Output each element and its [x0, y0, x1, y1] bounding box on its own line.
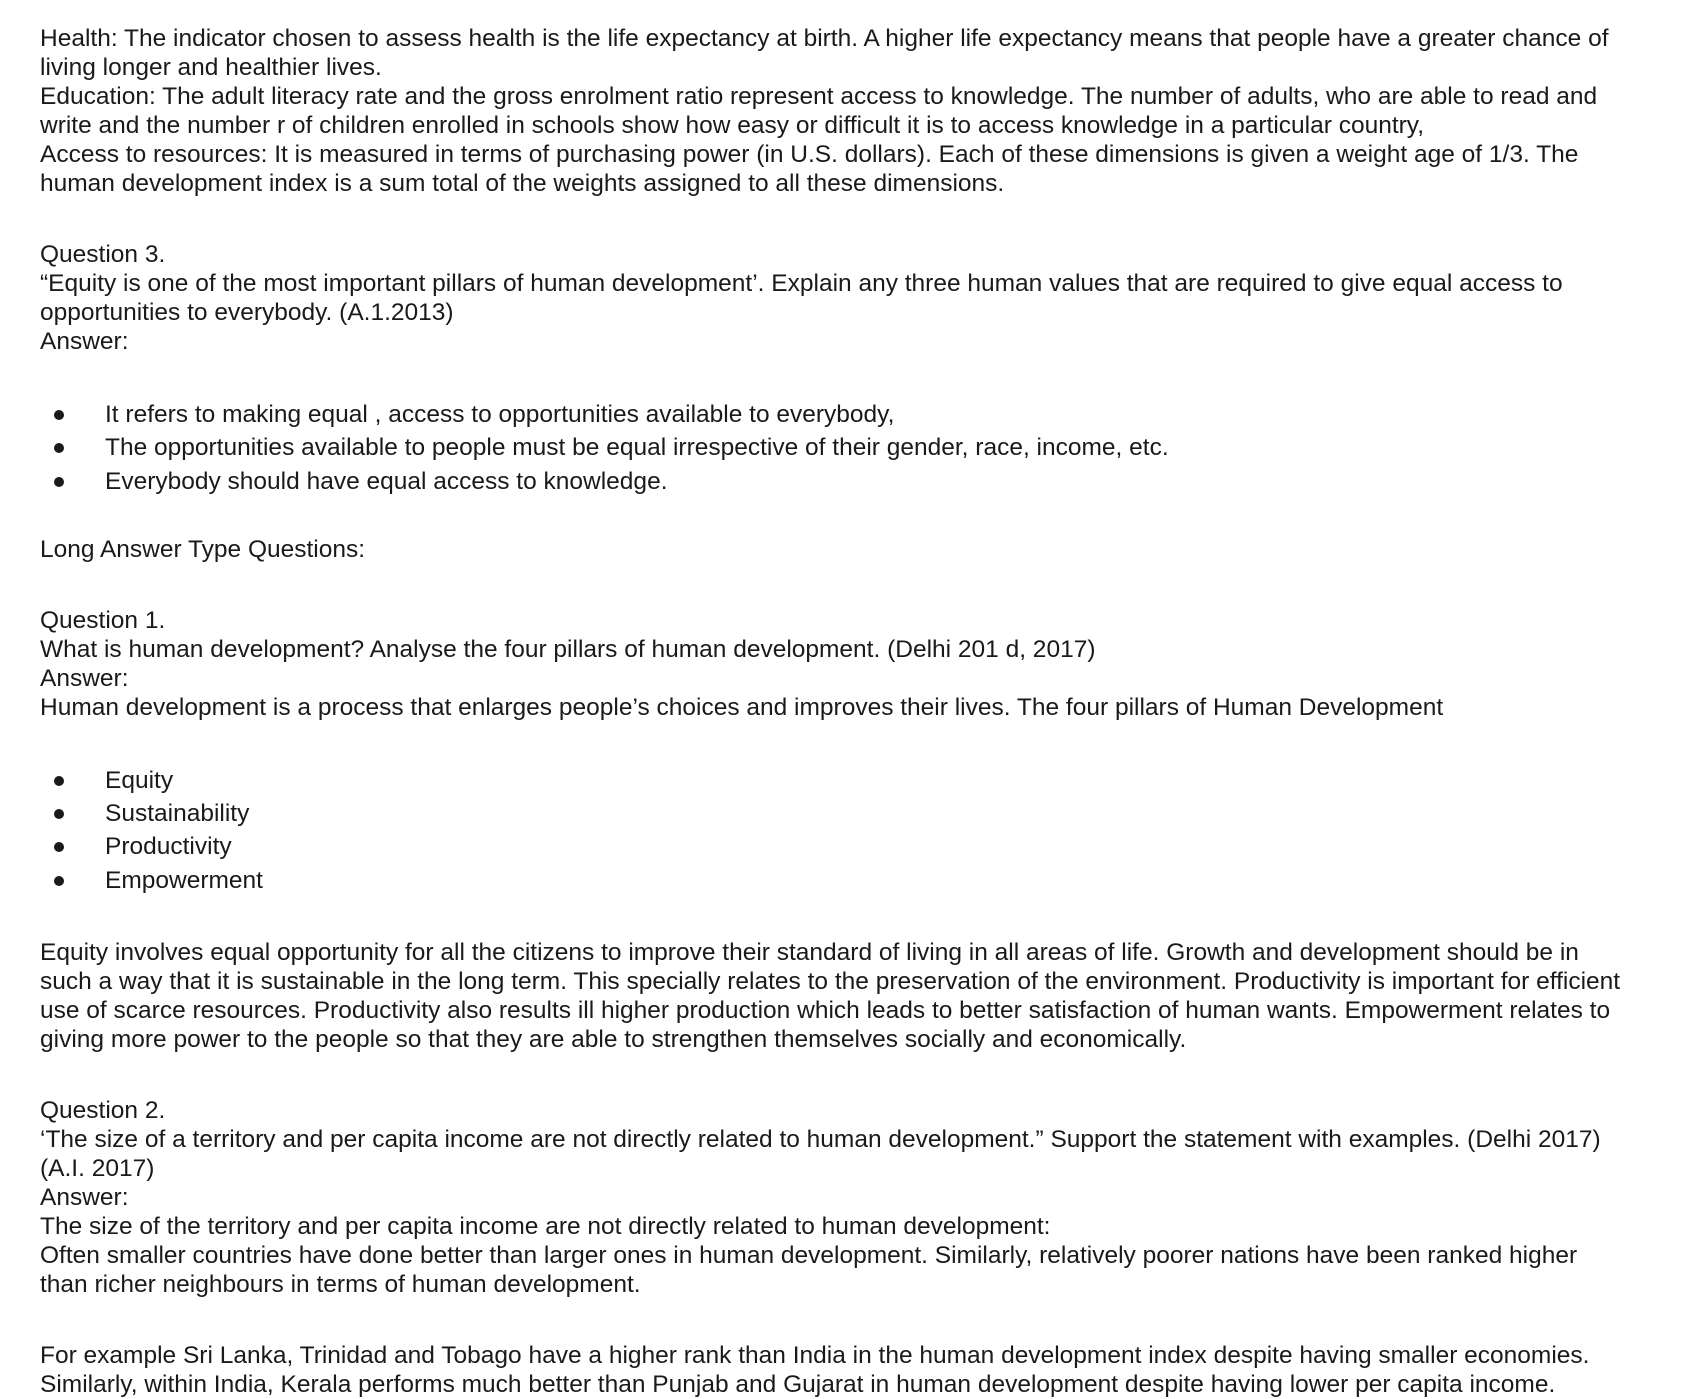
bullet-icon — [54, 443, 64, 453]
text-line: Equity involves equal opportunity for all the citizens to improve their standard of living in all areas of life. Growth and development should be in — [40, 939, 1579, 967]
text-line: Education: The adult literacy rate and the gross enrolment ratio represent access to knowledge. The number of adults, who are able to read and — [40, 83, 1598, 110]
long-answer-heading: Long Answer Type Questions: — [40, 535, 366, 563]
text-line: human development index is a sum total of the weights assigned to all these dimensions. — [40, 170, 1005, 197]
health-paragraph — [40, 24, 1680, 82]
list-item-text: Equity — [105, 766, 174, 794]
section-heading — [40, 535, 1680, 564]
answer-label: Answer: — [40, 328, 129, 355]
document-page — [40, 24, 1680, 1399]
pillars-list — [40, 764, 1680, 897]
bullet-icon — [54, 410, 64, 420]
bullet-icon — [54, 809, 64, 819]
bullet-icon — [54, 876, 64, 886]
question-text: What is human development? Analyse the four pillars of human development. (Delhi 201 d, 2017) — [40, 635, 1096, 663]
question-heading: Question 2. — [40, 1097, 166, 1125]
answer-label: Answer: — [40, 664, 129, 692]
bullet-icon — [54, 776, 64, 786]
text-line: giving more power to the people so that they are able to strengthen themselves socially and economically. — [40, 1026, 1187, 1054]
list-item-text: Empowerment — [105, 866, 263, 894]
answer-label: Answer: — [40, 1184, 129, 1212]
list-item-text: Everybody should have equal access to knowledge. — [105, 467, 668, 495]
question-text: opportunities to everybody. (A.1.2013) — [40, 299, 454, 326]
text-line: Health: The indicator chosen to assess health is the life expectancy at birth. A higher life expectancy means that people have a greater chance of — [40, 25, 1609, 52]
question-heading: Question 3. — [40, 241, 166, 268]
list-item — [40, 764, 1680, 797]
text-line: than richer neighbours in terms of human development. — [40, 1271, 641, 1299]
question-text: ‘The size of a territory and per capita income are not directly related to human development.” Support the statement with examples. (Delhi 2017) — [40, 1126, 1601, 1154]
pillars-paragraph — [40, 938, 1680, 1054]
bullet-icon — [54, 477, 64, 487]
question-text: “Equity is one of the most important pillars of human development’. Explain any three human values that are required to give equal access to — [40, 270, 1563, 297]
list-item — [40, 797, 1680, 830]
text-line: For example Sri Lanka, Trinidad and Tobago have a higher rank than India in the human development index despite having smaller economies. — [40, 1342, 1590, 1370]
answer-intro: Human development is a process that enlarges people’s choices and improves their lives. The four pillars of Human Development — [40, 693, 1444, 721]
long-question-1 — [40, 606, 1680, 722]
long-question-2 — [40, 1096, 1680, 1299]
list-item — [40, 864, 1680, 897]
question-text: (A.I. 2017) — [40, 1155, 155, 1183]
text-line: use of scarce resources. Productivity also results ill higher production which leads to better satisfaction of human wants. Empowerment relates to — [40, 997, 1611, 1025]
example-paragraph — [40, 1341, 1680, 1399]
text-line: Access to resources: It is measured in terms of purchasing power (in U.S. dollars). Each of these dimensions is given a weight age of 1/3. The — [40, 141, 1579, 168]
text-line: such a way that it is sustainable in the long term. This specially relates to the preservation of the environment. Productivity is important for efficient — [40, 968, 1621, 996]
resources-paragraph — [40, 140, 1680, 198]
text-line: Similarly, within India, Kerala performs much better than Punjab and Gujarat in human development despite having lower per capita income. — [40, 1371, 1556, 1399]
text-line: The size of the territory and per capita income are not directly related to human development: — [40, 1213, 1051, 1241]
text-line: write and the number r of children enrolled in schools show how easy or difficult it is to access knowledge in a particular country, — [40, 112, 1425, 139]
list-item — [40, 431, 1680, 464]
list-item — [40, 465, 1680, 498]
text-line: Often smaller countries have done better than larger ones in human development. Similarly, relatively poorer nations have been ranked higher — [40, 1242, 1578, 1270]
list-item-text: Sustainability — [105, 800, 250, 828]
list-item-text: It refers to making equal , access to opportunities available to everybody, — [105, 401, 895, 428]
question-3 — [40, 240, 1680, 356]
list-item — [40, 830, 1680, 863]
text-line: living longer and healthier lives. — [40, 54, 382, 81]
q3-answer-list — [40, 398, 1680, 498]
question-heading: Question 1. — [40, 606, 166, 634]
list-item-text: Productivity — [105, 833, 232, 861]
bullet-icon — [54, 842, 64, 852]
list-item-text: The opportunities available to people must be equal irrespective of their gender, race, income, etc. — [105, 434, 1169, 462]
list-item — [40, 398, 1680, 431]
education-paragraph — [40, 82, 1680, 140]
